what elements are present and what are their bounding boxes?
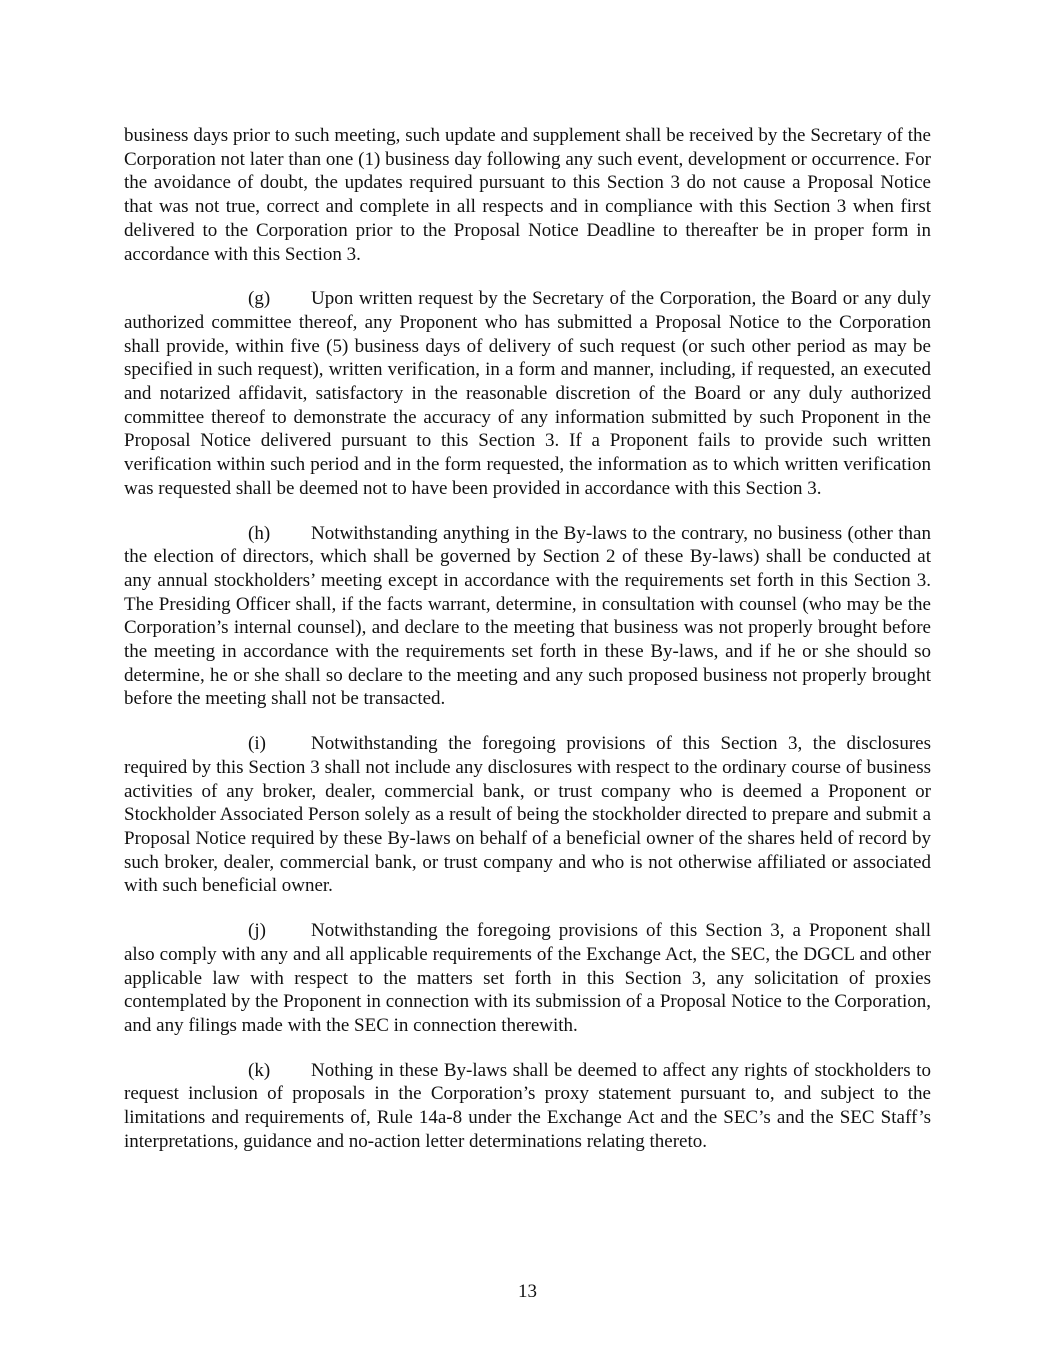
- continuation-paragraph: business days prior to such meeting, such update and supplement shall be received by the Secretary of the Corporation not later than one (1) business day following any such event, development or occurrence. For the avoidance of doubt, the updates required pursuant to this Section 3 do not cause a Proposal Notice that was not true, correct and complete in all respects and in compliance with this Section 3 when first delivered to the Corporation prior to the Proposal Notice Deadline to thereafter be in proper form in accordance with this Section 3.: [124, 125, 931, 265]
- document-body: [124, 124, 931, 1174]
- paragraph-k: [124, 1059, 931, 1154]
- paragraph-label: (g): [248, 288, 271, 310]
- paragraph-text: Notwithstanding the foregoing provisions of this Section 3, the disclosures required by this Section 3 shall not include any disclosures with respect to the ordinary course of business activities of any broker, dealer, commercial bank, or trust company who is deemed a Proponent or Stockholder Associated Person solely as a result of being the stockholder directed to prepare and submit a Proposal Notice required by these By-laws on behalf of a beneficial owner of the shares held of record by such broker, dealer, commercial bank, or trust company and who is not otherwise affiliated or associated with such beneficial owner.: [124, 733, 931, 897]
- page-number: 13: [518, 1281, 537, 1302]
- paragraph-label: (i): [248, 733, 266, 755]
- paragraph-j: [124, 919, 931, 1038]
- paragraph-label: (k): [248, 1059, 271, 1081]
- paragraph-text: Notwithstanding the foregoing provisions of this Section 3, a Proponent shall also comply with any and all applicable requirements of the Exchange Act, the SEC, the DGCL and other applicable law with respect to the matters set forth in this Section 3, any solicitation of proxies contemplated by the Proponent in connection with its submission of a Proposal Notice to the Corporation, and any filings made with the SEC in connection therewith.: [124, 920, 931, 1036]
- paragraph-label: (h): [248, 522, 271, 544]
- paragraph-text: Nothing in these By-laws shall be deemed to affect any rights of stockholders to request inclusion of proposals in the Corporation’s proxy statement pursuant to, and subject to the limitations and requirements of, Rule 14a-8 under the Exchange Act and the SEC’s and the SEC Staff’s interpretations, guidance and no-action letter determinations relating thereto.: [124, 1059, 931, 1152]
- paragraph-g: [124, 287, 931, 500]
- paragraph-text: Notwithstanding anything in the By-laws to the contrary, no business (other than the election of directors, which shall be governed by Section 2 of these By-laws) shall be conducted at any annual stockholders’ meeting except in accordance with the requirements set forth in this Section 3. The Presiding Officer shall, if the facts warrant, determine, in consultation with counsel (who may be the Corporation’s internal counsel), and declare to the meeting that business was not properly brought before the meeting in accordance with the requirements set forth in these By-laws, and if he or she should so determine, he or she shall so declare to the meeting and any such proposed business not properly brought before the meeting shall not be transacted.: [124, 522, 931, 710]
- paragraph-label: (j): [248, 920, 266, 942]
- paragraph-i: [124, 732, 931, 898]
- paragraph-text: Upon written request by the Secretary of the Corporation, the Board or any duly authorized committee thereof, any Proponent who has submitted a Proposal Notice to the Corporation shall provide, within five (5) business days of delivery of such request (or such other period as may be specified in such request), written verification, in a form and manner, including, if requested, an executed and notarized affidavit, satisfactory in the reasonable discretion of the Board or any duly authorized committee thereof to demonstrate the accuracy of any information submitted by such Proponent in the Proposal Notice delivered pursuant to this Section 3. If a Proponent fails to provide such written verification within such period and in the form requested, the information as to which written verification was requested shall be deemed not to have been provided in accordance with this Section 3.: [124, 288, 931, 499]
- paragraph-h: [124, 522, 931, 712]
